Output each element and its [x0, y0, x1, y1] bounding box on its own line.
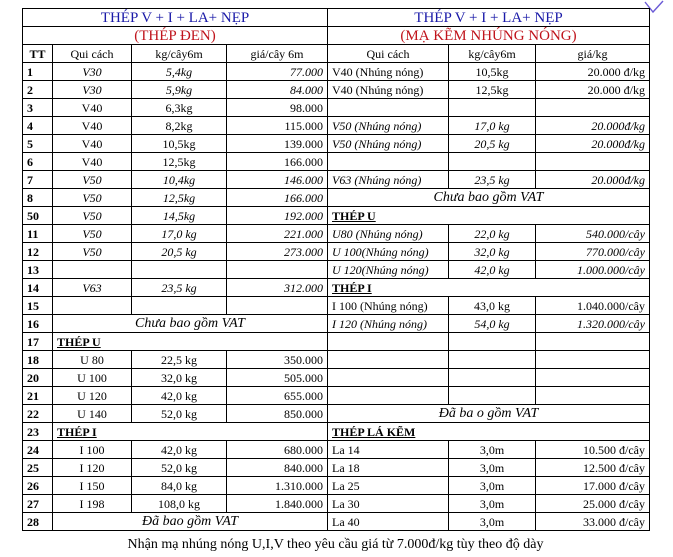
r-weight-cell: 3,0m [449, 513, 536, 531]
spec-cell: V50 [53, 243, 132, 261]
row-number: 16 [23, 315, 53, 333]
col-spec: Qui cách [53, 45, 132, 63]
spec-cell: I 198 [53, 495, 132, 513]
weight-cell: 5,4kg [132, 63, 227, 81]
r-weight-cell [449, 387, 536, 405]
r-weight-cell [449, 333, 536, 351]
left-section-label [53, 423, 328, 441]
price-cell: 146.000 [227, 171, 328, 189]
r-spec-cell [328, 333, 449, 351]
section-title: THÉP U [332, 208, 376, 223]
weight-cell: 12,5kg [132, 189, 227, 207]
right-title: THÉP V + I + LA+ NẸP [328, 9, 650, 27]
r-spec-cell: La 18 [328, 459, 449, 477]
table-row [23, 99, 650, 117]
table-row [23, 135, 650, 153]
row-number: 28 [23, 513, 53, 531]
spec-cell [53, 261, 132, 279]
r-price-cell: 12.500 đ/cây [536, 459, 650, 477]
spec-cell: V30 [53, 63, 132, 81]
row-number: 24 [23, 441, 53, 459]
r-spec-cell [328, 369, 449, 387]
spec-cell: V50 [53, 189, 132, 207]
r-price-cell [536, 333, 650, 351]
price-cell: 680.000 [227, 441, 328, 459]
r-weight-cell: 12,5kg [449, 81, 536, 99]
r-price-cell: 25.000 đ/cây [536, 495, 650, 513]
r-price-cell [536, 153, 650, 171]
row-number: 6 [23, 153, 53, 171]
row-number: 17 [23, 333, 53, 351]
left-section-label [53, 333, 328, 351]
r-spec-cell: V50 (Nhúng nóng) [328, 135, 449, 153]
r-price-cell: 20.000 đ/kg [536, 63, 650, 81]
r-spec-cell: U80 (Nhúng nóng) [328, 225, 449, 243]
r-price-cell: 20.000 đ/kg [536, 81, 650, 99]
r-weight-cell: 20,5 kg [449, 135, 536, 153]
section-title: THÉP I [57, 424, 97, 439]
r-weight-cell: 54,0 kg [449, 315, 536, 333]
weight-cell: 10,4kg [132, 171, 227, 189]
spec-cell [53, 297, 132, 315]
spec-cell: I 120 [53, 459, 132, 477]
table-row [23, 243, 650, 261]
table-row [23, 351, 650, 369]
col-price: giá/cây 6m [227, 45, 328, 63]
price-cell: 840.000 [227, 459, 328, 477]
right-subtitle: (MẠ KẼM NHÚNG NÓNG) [328, 27, 650, 45]
table-row [23, 207, 650, 225]
r-price-cell: 770.000/cây [536, 243, 650, 261]
r-spec-cell: V63 (Nhúng nóng) [328, 171, 449, 189]
r-spec-cell: La 14 [328, 441, 449, 459]
row-number: 7 [23, 171, 53, 189]
weight-cell: 52,0 kg [132, 405, 227, 423]
price-cell: 166.000 [227, 153, 328, 171]
col-r-weight: kg/cây6m [449, 45, 536, 63]
weight-cell: 12,5kg [132, 153, 227, 171]
r-price-cell [536, 369, 650, 387]
spec-cell: V30 [53, 81, 132, 99]
r-spec-cell: V40 (Nhúng nóng) [328, 81, 449, 99]
spec-cell: V40 [53, 135, 132, 153]
right-note: Đã ba o gồm VAT [328, 405, 650, 423]
row-number: 4 [23, 117, 53, 135]
table-row [23, 117, 650, 135]
price-cell: 312.000 [227, 279, 328, 297]
right-note: Chưa bao gồm VAT [328, 189, 650, 207]
r-price-cell: 1.040.000/cây [536, 297, 650, 315]
spec-cell: U 140 [53, 405, 132, 423]
r-weight-cell: 3,0m [449, 441, 536, 459]
r-spec-cell: I 100 (Nhúng nóng) [328, 297, 449, 315]
r-weight-cell: 10,5kg [449, 63, 536, 81]
r-price-cell: 33.000 đ/cây [536, 513, 650, 531]
r-spec-cell [328, 351, 449, 369]
r-weight-cell [449, 153, 536, 171]
weight-cell: 32,0 kg [132, 369, 227, 387]
table-row [23, 189, 650, 207]
weight-cell: 6,3kg [132, 99, 227, 117]
table-row [23, 297, 650, 315]
table-row [23, 459, 650, 477]
right-section-label [328, 207, 650, 225]
price-cell: 1.310.000 [227, 477, 328, 495]
r-weight-cell: 42,0 kg [449, 261, 536, 279]
price-cell [227, 261, 328, 279]
row-number: 2 [23, 81, 53, 99]
table-row [23, 171, 650, 189]
table-row [23, 333, 650, 351]
table-row [23, 153, 650, 171]
r-price-cell: 10.500 đ/cây [536, 441, 650, 459]
left-note: Đã bao gồm VAT [53, 513, 328, 531]
row-number: 1 [23, 63, 53, 81]
r-spec-cell: I 120 (Nhúng nóng) [328, 315, 449, 333]
r-price-cell [536, 351, 650, 369]
price-table [22, 8, 650, 531]
table-row [23, 495, 650, 513]
weight-cell: 17,0 kg [132, 225, 227, 243]
row-number: 20 [23, 369, 53, 387]
weight-cell: 22,5 kg [132, 351, 227, 369]
price-cell: 139.000 [227, 135, 328, 153]
row-number: 27 [23, 495, 53, 513]
r-spec-cell: U 100(Nhúng nóng) [328, 243, 449, 261]
weight-cell: 10,5kg [132, 135, 227, 153]
spec-cell: I 100 [53, 441, 132, 459]
row-number: 25 [23, 459, 53, 477]
row-number: 11 [23, 225, 53, 243]
row-number: 21 [23, 387, 53, 405]
r-weight-cell: 22,0 kg [449, 225, 536, 243]
weight-cell [132, 297, 227, 315]
weight-cell: 84,0 kg [132, 477, 227, 495]
right-section-label [328, 423, 650, 441]
price-cell: 192.000 [227, 207, 328, 225]
table-row [23, 225, 650, 243]
table-row [23, 477, 650, 495]
table-row [23, 315, 650, 333]
r-weight-cell [449, 369, 536, 387]
col-r-price: giá/kg [536, 45, 650, 63]
spec-cell: V63 [53, 279, 132, 297]
spec-cell: I 150 [53, 477, 132, 495]
row-number: 22 [23, 405, 53, 423]
r-price-cell: 1.000.000/cây [536, 261, 650, 279]
r-spec-cell: La 40 [328, 513, 449, 531]
column-header-row [23, 45, 650, 63]
weight-cell [132, 261, 227, 279]
r-spec-cell [328, 99, 449, 117]
r-weight-cell: 43,0 kg [449, 297, 536, 315]
table-row [23, 423, 650, 441]
table-row [23, 279, 650, 297]
r-spec-cell [328, 153, 449, 171]
row-number: 26 [23, 477, 53, 495]
price-cell: 221.000 [227, 225, 328, 243]
spec-cell: U 80 [53, 351, 132, 369]
table-row [23, 441, 650, 459]
header-row-1 [23, 9, 650, 27]
price-cell: 1.840.000 [227, 495, 328, 513]
price-cell: 77.000 [227, 63, 328, 81]
weight-cell: 20,5 kg [132, 243, 227, 261]
r-spec-cell: La 30 [328, 495, 449, 513]
r-weight-cell [449, 99, 536, 117]
r-spec-cell: V50 (Nhúng nóng) [328, 117, 449, 135]
row-number: 18 [23, 351, 53, 369]
row-number: 13 [23, 261, 53, 279]
r-weight-cell [449, 351, 536, 369]
section-title: THÉP I [332, 280, 372, 295]
header-row-2 [23, 27, 650, 45]
weight-cell: 108,0 kg [132, 495, 227, 513]
table-row [23, 261, 650, 279]
r-spec-cell: U 120(Nhúng nóng) [328, 261, 449, 279]
price-cell [227, 297, 328, 315]
col-tt: TT [23, 45, 53, 63]
left-title: THÉP V + I + LA+ NẸP [23, 9, 328, 27]
footer-note: Nhận mạ nhúng nóng U,I,V theo yêu cầu giá từ 7.000đ/kg tùy theo độ dày [127, 537, 544, 552]
spec-cell: V50 [53, 207, 132, 225]
weight-cell: 42,0 kg [132, 441, 227, 459]
r-weight-cell: 32,0 kg [449, 243, 536, 261]
table-row [23, 405, 650, 423]
spec-cell: V50 [53, 171, 132, 189]
weight-cell: 23,5 kg [132, 279, 227, 297]
weight-cell: 5,9kg [132, 81, 227, 99]
spec-cell: V40 [53, 99, 132, 117]
row-number: 23 [23, 423, 53, 441]
price-cell: 655.000 [227, 387, 328, 405]
price-cell: 166.000 [227, 189, 328, 207]
r-price-cell: 1.320.000/cây [536, 315, 650, 333]
r-price-cell: 17.000 đ/cây [536, 477, 650, 495]
price-cell: 115.000 [227, 117, 328, 135]
spec-cell: U 120 [53, 387, 132, 405]
price-cell: 273.000 [227, 243, 328, 261]
r-price-cell: 540.000/cây [536, 225, 650, 243]
row-number: 50 [23, 207, 53, 225]
r-spec-cell: La 25 [328, 477, 449, 495]
price-cell: 350.000 [227, 351, 328, 369]
row-number: 3 [23, 99, 53, 117]
price-cell: 98.000 [227, 99, 328, 117]
r-price-cell: 20.000đ/kg [536, 135, 650, 153]
spec-cell: V50 [53, 225, 132, 243]
table-row [23, 63, 650, 81]
row-number: 12 [23, 243, 53, 261]
right-section-label [328, 279, 650, 297]
price-cell: 84.000 [227, 81, 328, 99]
price-cell: 505.000 [227, 369, 328, 387]
row-number: 14 [23, 279, 53, 297]
table-row [23, 387, 650, 405]
left-subtitle: (THÉP ĐEN) [23, 27, 328, 45]
r-weight-cell: 3,0m [449, 477, 536, 495]
col-weight: kg/cây6m [132, 45, 227, 63]
spec-cell: U 100 [53, 369, 132, 387]
r-price-cell [536, 387, 650, 405]
r-price-cell: 20.000đ/kg [536, 117, 650, 135]
r-spec-cell: V40 (Nhúng nóng) [328, 63, 449, 81]
left-note: Chưa bao gồm VAT [53, 315, 328, 333]
table-row [23, 513, 650, 531]
r-weight-cell: 23,5 kg [449, 171, 536, 189]
spec-cell: V40 [53, 153, 132, 171]
weight-cell: 42,0 kg [132, 387, 227, 405]
table-row [23, 369, 650, 387]
section-title: THÉP U [57, 334, 101, 349]
r-weight-cell: 3,0m [449, 459, 536, 477]
spec-cell: V40 [53, 117, 132, 135]
price-cell: 850.000 [227, 405, 328, 423]
row-number: 15 [23, 297, 53, 315]
row-number: 5 [23, 135, 53, 153]
r-weight-cell: 3,0m [449, 495, 536, 513]
r-weight-cell: 17,0 kg [449, 117, 536, 135]
r-price-cell: 20.000đ/kg [536, 171, 650, 189]
row-number: 8 [23, 189, 53, 207]
table-row [23, 81, 650, 99]
weight-cell: 52,0 kg [132, 459, 227, 477]
section-title: THÉP LÁ KẼM [332, 424, 416, 439]
col-r-spec: Qui cách [328, 45, 449, 63]
r-price-cell [536, 99, 650, 117]
weight-cell: 14,5kg [132, 207, 227, 225]
r-spec-cell [328, 387, 449, 405]
weight-cell: 8,2kg [132, 117, 227, 135]
